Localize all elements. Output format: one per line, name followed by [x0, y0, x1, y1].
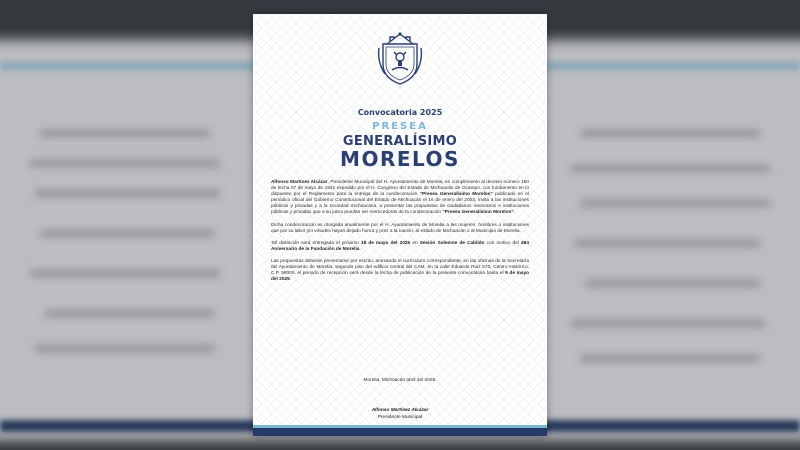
body-text: Tal distinción será entregada el próximo	[271, 240, 361, 246]
bold-text: “Presea Generalísimo Morelos”	[419, 192, 493, 198]
body-text: , Presidente Municipal del H. Ayuntamiento de Morelia, en cumplimiento al decreto número 150 de fecha 07 de mayo de 1942 expedido por el H. Congreso del Estado de Michoacán de Ocampo, con fundamento en lo dispuesto por el Reglamento para la entrega de la condecoración	[271, 180, 529, 198]
document-body	[271, 180, 529, 289]
bold-text: “Presea Generalísimo Morelos”	[442, 210, 514, 216]
body-text: .	[513, 210, 515, 216]
convocatoria-heading: Convocatoria 2025	[357, 108, 443, 117]
body-text: Las propuestas deberán presentarse por escrito, anexando el currículum correspondiente, en las oficinas de la Secretaría del Ayuntamiento de Morelia, segundo piso del edificio central del CAM, en la calle Eduardo Ruiz 570, Centro Histórico, C.P. 58000, el periodo de recepción será desde la fecha de publicación de la presente convocatoria hasta el	[271, 258, 529, 277]
convocatoria-document	[253, 14, 547, 436]
bold-text: 9 de mayo del 2025	[271, 271, 530, 283]
bold-text: Sesión Solemne de Cabildo	[419, 240, 485, 246]
morelia-crest-icon	[375, 28, 425, 88]
body-text: .	[359, 246, 361, 252]
paragraph-submission	[271, 259, 529, 283]
body-text: con motivo del	[484, 240, 522, 246]
paragraph-intro	[271, 180, 529, 217]
presea-label: PRESEA	[372, 121, 428, 132]
generalisimo-title: GENERALÍSIMO	[342, 134, 458, 149]
signer-name: Alfonso Martínez Alcázar	[371, 408, 429, 413]
footer-bar	[253, 428, 547, 436]
paragraph-description: Dicha condecoración es otorgada anualmente por el H. Ayuntamiento de Morelia a las mujeres, hombres o instituciones que por su labor y/o virtudes hayan dejado honra y prez a la nación, al estado de Michoacán o al Municipio de Morelia.	[271, 222, 529, 234]
body-text: en	[410, 240, 420, 246]
body-text: .	[289, 277, 292, 283]
morelos-title: MORELOS	[340, 147, 460, 171]
paragraph-ceremony	[271, 241, 529, 253]
place-date: Morelia, Michoacán abril del 2025.	[363, 378, 437, 383]
bold-text: Alfonso Martínez Alcázar	[271, 180, 328, 185]
bold-text: 18 de mayo del 2025	[360, 240, 411, 246]
signer-title: Presidente Municipal	[377, 415, 423, 420]
bold-text: 484 Aniversario de la Fundación de Morelia	[271, 240, 529, 252]
body-text: publicado en el periódico oficial del Gobierno Constitucional del Estado de Michoacán el 16 de enero del 2003, invita a las instituciones públicas y privadas y a la sociedad michoacana, a presentar las propuestas de ciudadanos mexicanos e instituciones públicas y privadas que a su juicio puedan ser merecedoras de la condecoración	[271, 192, 529, 216]
